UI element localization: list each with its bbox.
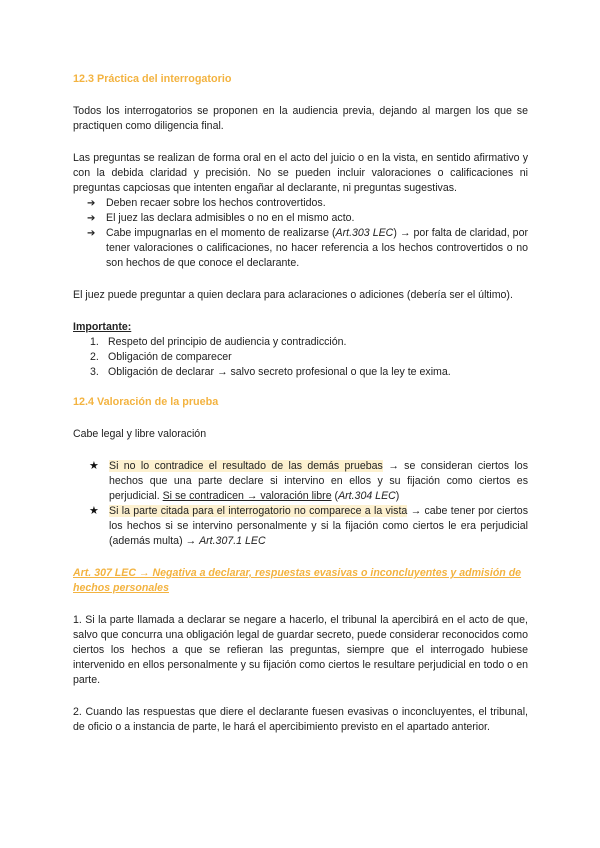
important-list-item: 2. Obligación de comparecer <box>90 351 232 363</box>
arrow-item-text: ) → por falta de claridad, por tener valoraciones o calificaciones, no hacer referencia a los hechos controvertidos o no son hechos de que conoce el declarante. <box>106 227 528 269</box>
important-label: Importante: <box>73 321 132 333</box>
law-reference: Art.303 LEC <box>335 227 394 239</box>
article-paragraph-2: 2. Cuando las respuestas que diere el declarante fuesen evasivas o inconcluyentes, el tribunal, de oficio o a instancia de parte, le hará el apercibimiento previsto en el apartado anterior. <box>73 706 528 733</box>
paragraph-juez: El juez puede preguntar a quien declara para aclaraciones o adiciones (debería ser el último). <box>73 289 513 301</box>
section-heading-valoracion: 12.4 Valoración de la prueba <box>73 396 219 408</box>
highlighted-text: Si no lo contradice el resultado de las demás pruebas <box>109 460 383 472</box>
star-list-item: ★ Si la parte citada para el interrogatorio no comparece a la vista → cabe tener por ciertos los hechos si se intervino personalmente y si la fijación como ciertos le era perjudicial (además multa) → Art.307.1 LEC <box>89 505 528 547</box>
arrow-list-item <box>87 196 528 211</box>
arrow-item-text: Cabe impugnarlas en el momento de realizarse ( <box>106 227 336 239</box>
arrow-list <box>73 196 528 271</box>
arrow-bullet-icon: ➔ <box>87 198 96 209</box>
section-heading-practica: 12.3 Práctica del interrogatorio <box>73 73 232 85</box>
star-bullet-icon: ★ <box>89 460 99 472</box>
law-reference: Art.304 LEC <box>338 490 396 502</box>
highlighted-text: Si la parte citada para el interrogatorio no comparece a la vista <box>109 505 408 517</box>
law-reference: Art.307.1 LEC <box>199 535 266 547</box>
paragraph-interrogatorios: Todos los interrogatorios se proponen en la audiencia previa, dejando al margen los que se practiquen como diligencia final. <box>73 105 528 132</box>
document-page <box>73 72 528 735</box>
paragraph-valoracion-intro: Cabe legal y libre valoración <box>73 428 207 440</box>
arrow-bullet-icon: ➔ <box>87 213 96 224</box>
article-paragraph-1: 1. Si la parte llamada a declarar se negare a hacerlo, el tribunal la apercibirá en el acto de que, salvo que concurra una obligación legal de guardar secreto, puede considerar reconocidos como ciertos los hechos a que se refieran las preguntas, siempre que el interrogado hubiese intervenido en ellos personalmente y su fijación como ciertos le resultare perjudicial en todo o en parte. <box>73 614 528 686</box>
important-list-item: 1. Respeto del principio de audiencia y contradicción. <box>90 336 347 348</box>
important-list <box>73 335 528 380</box>
important-list-item: 3. Obligación de declarar → salvo secreto profesional o que la ley te exima. <box>90 366 451 378</box>
underlined-text: Si se contradicen → valoración libre <box>162 490 332 502</box>
arrow-item-text: El juez las declara admisibles o no en el mismo acto. <box>106 212 355 224</box>
arrow-bullet-icon: ➔ <box>87 228 96 239</box>
article-title: Art. 307 LEC → Negativa a declarar, respuestas evasivas o inconcluyentes y admisión de hechos personales <box>73 567 522 594</box>
arrow-list-item <box>87 226 528 271</box>
star-list <box>73 459 528 549</box>
arrow-list-item <box>87 211 528 226</box>
arrow-item-text: Deben recaer sobre los hechos controvertidos. <box>106 197 326 209</box>
star-bullet-icon: ★ <box>89 505 99 517</box>
paragraph-preguntas: Las preguntas se realizan de forma oral en el acto del juicio o en la vista, en sentido afirmativo y con la debida claridad y precisión. No se pueden incluir valoraciones o calificaciones ni preguntas capciosas que intenten engañar al declarante, ni preguntas sugestivas. <box>73 152 528 194</box>
star-list-item: ★ Si no lo contradice el resultado de las demás pruebas → se consideran ciertos los hechos que una parte declare si intervino en ellos y su fijación como ciertos es perjudicial. Si se contradicen → valoración libre (Art.304 LEC) <box>89 460 528 502</box>
